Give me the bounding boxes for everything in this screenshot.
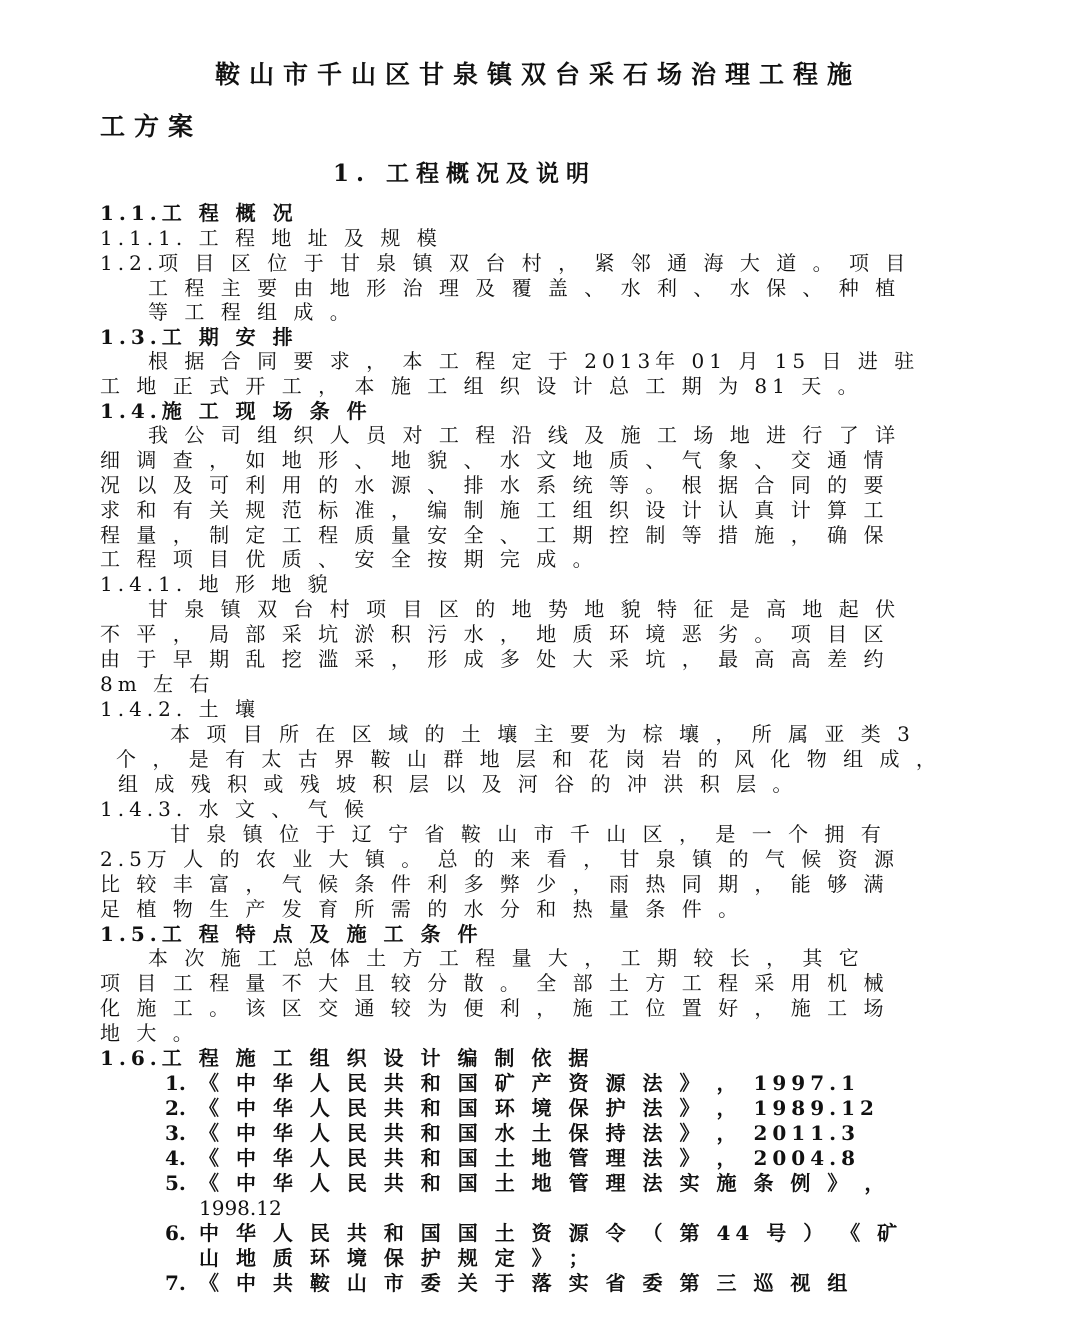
law-title: 《 中 华 人 民 共 和 国 环 境 保 护 法 》 ， 1989.12 [199,1096,879,1120]
heading-1-5: 1.5.工 程 特 点 及 施 工 条 件 [100,922,483,946]
law-title: 《 中 华 人 民 共 和 国 土 地 管 理 法 实 施 条 例 》 ， [199,1171,890,1195]
law-item [165,1070,860,1096]
para-1-4-1-line: 8m 左 右 [100,672,215,696]
para-1-5-line: 地 大 。 [100,1021,198,1045]
para-1-4-3-line: 足 植 物 生 产 发 育 所 需 的 水 分 和 热 量 条 件 。 [100,897,744,921]
law-number: 6. [165,1221,186,1245]
law-number: 1. [165,1071,186,1095]
heading-1-3: 1.3.工 期 安 排 [100,325,298,349]
doc-title-line1: 鞍山市千山区甘泉镇双台采石场治理工程施 [215,60,862,89]
para-1-4-2-line: 个 ， 是 有 太 古 界 鞍 山 群 地 层 和 花 岗 岩 的 风 化 物 组 成 ， [116,747,941,771]
heading-1-6: 1.6.工 程 施 工 组 织 设 计 编 制 依 据 [100,1046,594,1070]
law-title: 《 中 华 人 民 共 和 国 水 土 保 持 法 》 ， 2011.3 [199,1121,860,1145]
para-1-3-line: 工 地 正 式 开 工 ， 本 施 工 组 织 设 计 总 工 期 为 81 天 。 [100,374,863,398]
para-1-4-1-line: 由 于 早 期 乱 挖 滥 采 ， 形 成 多 处 大 采 坑 ， 最 高 高 差 约 [100,647,889,671]
law-title: 中 华 人 民 共 和 国 国 土 资 源 令 （ 第 44 号 ） 《 矿 [199,1221,903,1245]
para-1-2-line: 工 程 主 要 由 地 形 治 理 及 覆 盖 、 水 利 、 水 保 、 种 植 [148,276,901,300]
heading-1-1: 1.1.工 程 概 况 [100,201,298,225]
heading-1-4-3: 1.4.3. 水 文 、 气 候 [100,797,370,821]
para-1-4-3-line: 比 较 丰 富 ， 气 候 条 件 利 多 弊 少 ， 雨 热 同 期 ， 能 够 满 [100,872,889,896]
para-1-5-line: 项 目 工 程 量 不 大 且 较 分 散 。 全 部 土 方 工 程 采 用 机 械 [100,971,889,995]
heading-1-4: 1.4.施 工 现 场 条 件 [100,399,372,423]
heading-1-4-2: 1.4.2. 土 壤 [100,697,260,721]
section-1-heading: 1. 工程概况及说明 [333,160,597,187]
law-title: 《 中 华 人 民 共 和 国 土 地 管 理 法 》 ， 2004.8 [199,1146,860,1170]
para-1-4-3-line: 甘 泉 镇 位 于 辽 宁 省 鞍 山 市 千 山 区 ， 是 一 个 拥 有 [170,822,886,846]
para-1-2-line: 等 工 程 组 成 。 [148,300,355,324]
para-1-2-line: 1.2.项 目 区 位 于 甘 泉 镇 双 台 村 ， 紧 邻 通 海 大 道 。 项 目 [100,251,911,275]
law-item [165,1095,879,1121]
law-item [165,1220,903,1246]
para-1-4-3-line: 2.5万 人 的 农 业 大 镇 。 总 的 来 看 ， 甘 泉 镇 的 气 候 资 源 [100,847,899,871]
law-item-continuation: 1998.12 [199,1196,282,1220]
law-item [165,1145,860,1171]
para-1-4-2-line: 本 项 目 所 在 区 域 的 土 壤 主 要 为 棕 壤 ， 所 属 亚 类 3 [170,722,915,746]
para-1-4-line: 工 程 项 目 优 质 、 安 全 按 期 完 成 。 [100,547,598,571]
law-number: 3. [165,1121,186,1145]
law-title: 《 中 共 鞍 山 市 委 关 于 落 实 省 委 第 三 巡 视 组 [199,1271,853,1295]
law-number: 4. [165,1146,186,1170]
heading-1-4-1: 1.4.1. 地 形 地 貌 [100,572,333,596]
para-1-4-line: 求 和 有 关 规 范 标 准 ， 编 制 施 工 组 织 设 计 认 真 计 算 工 [100,498,889,522]
law-number: 5. [165,1171,186,1195]
para-1-4-2-line: 组 成 残 积 或 残 坡 积 层 以 及 河 谷 的 冲 洪 积 层 。 [118,772,798,796]
para-1-5-line: 本 次 施 工 总 体 土 方 工 程 量 大 ， 工 期 较 长 ， 其 它 [148,946,864,970]
para-1-4-line: 况 以 及 可 利 用 的 水 源 、 排 水 系 统 等 。 根 据 合 同 的 要 [100,473,889,497]
law-number: 2. [165,1096,186,1120]
law-item [165,1170,890,1196]
para-1-4-1-line: 甘 泉 镇 双 台 村 项 目 区 的 地 势 地 貌 特 征 是 高 地 起 伏 [148,597,901,621]
para-1-4-line: 我 公 司 组 织 人 员 对 工 程 沿 线 及 施 工 场 地 进 行 了 详 [148,423,901,447]
para-1-4-1-line: 不 平 ， 局 部 采 坑 淤 积 污 水 ， 地 质 环 境 恶 劣 。 项 目 区 [100,622,889,646]
law-item-continuation: 山 地 质 环 境 保 护 规 定 》 ； [199,1246,594,1270]
para-1-3-line: 根 据 合 同 要 求 ， 本 工 程 定 于 2013年 01 月 15 日 进 驻 [148,349,920,373]
law-item [165,1270,853,1296]
para-1-4-line: 程 量 ， 制 定 工 程 质 量 安 全 、 工 期 控 制 等 措 施 ， 确 保 [100,523,889,547]
law-title: 《 中 华 人 民 共 和 国 矿 产 资 源 法 》 ， 1997.1 [199,1071,860,1095]
heading-1-1-1: 1.1.1. 工 程 地 址 及 规 模 [100,226,442,250]
law-number: 7. [165,1271,186,1295]
doc-title-line2: 工方案 [100,112,203,141]
para-1-5-line: 化 施 工 。 该 区 交 通 较 为 便 利 ， 施 工 位 置 好 ， 施 工 场 [100,996,889,1020]
law-item [165,1120,860,1146]
para-1-4-line: 细 调 查 ， 如 地 形 、 地 貌 、 水 文 地 质 、 气 象 、 交 通 情 [100,448,889,472]
